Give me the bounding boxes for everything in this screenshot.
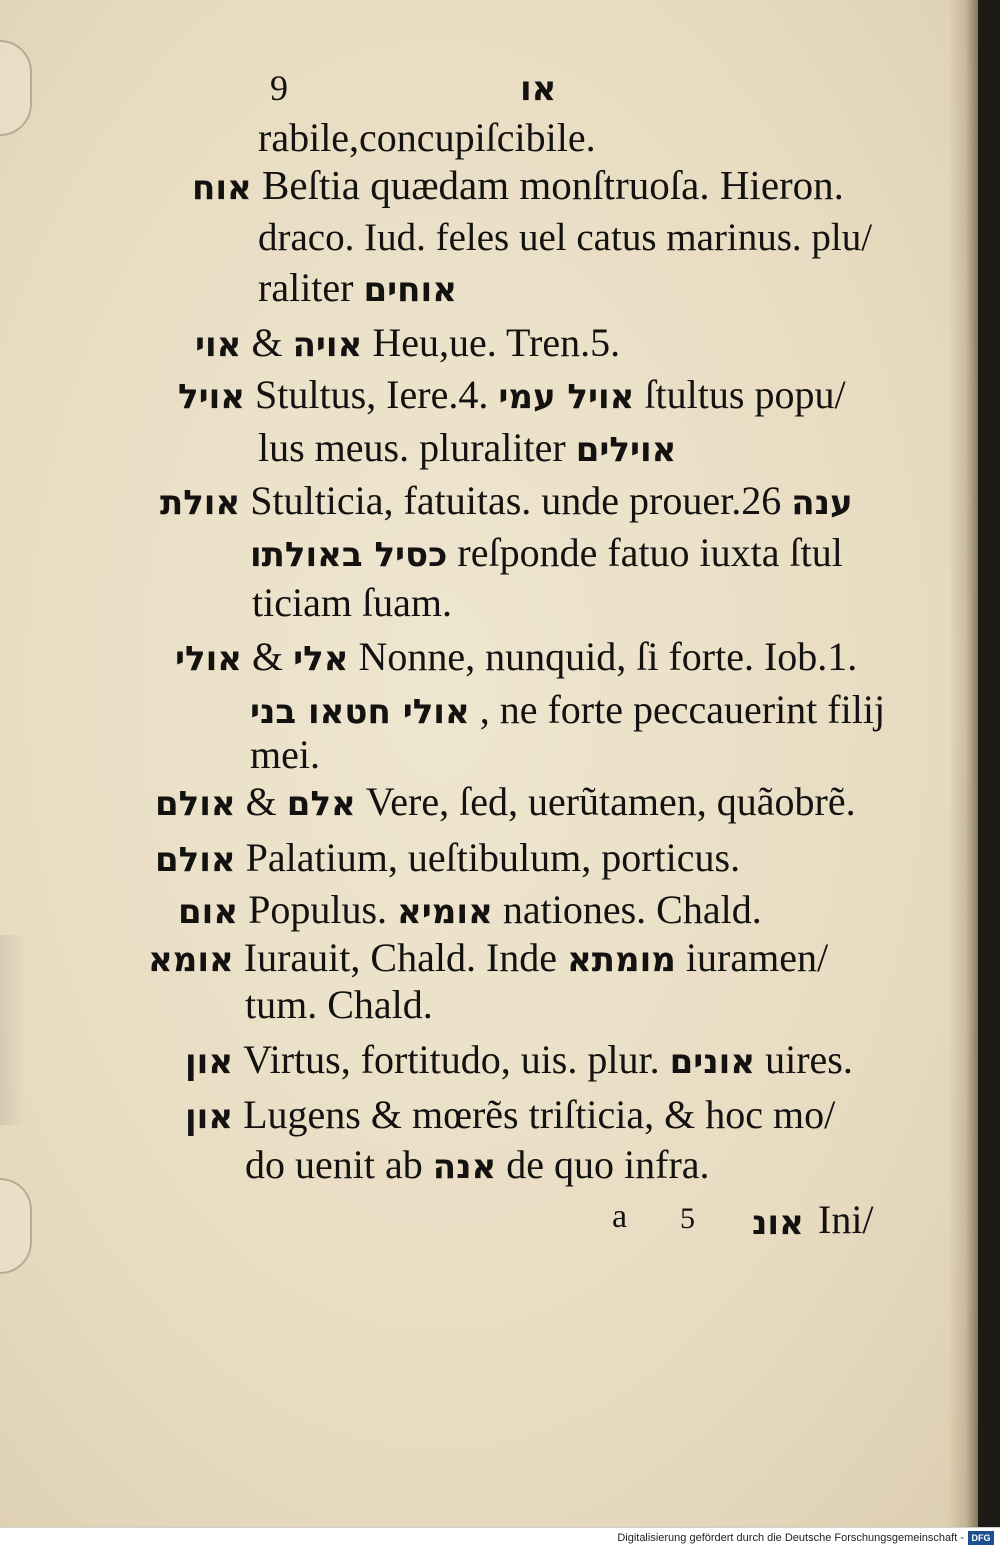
text-line bbox=[250, 732, 320, 777]
latin-text: Lugens & mœrẽs triſticia, & hoc mo/ bbox=[243, 1092, 836, 1137]
latin-text: Heu,ue. Tren.5. bbox=[372, 320, 621, 365]
latin-text: nationes. Chald. bbox=[502, 887, 762, 932]
latin-text: Vere, ſed, uerũtamen, quãobrẽ. bbox=[365, 779, 856, 824]
latin-text: ſtultus popu/ bbox=[644, 372, 846, 417]
catchword-hebrew: אונ bbox=[752, 1203, 804, 1243]
entry-line bbox=[175, 634, 858, 679]
funding-credit: Digitalisierung gefördert durch die Deutsche Forschungsgemeinschaft - bbox=[617, 1532, 964, 1544]
hebrew-word: אונים bbox=[669, 1042, 756, 1082]
latin-text: ticiam ſuam. bbox=[252, 580, 452, 625]
latin-text: Nonne, nunquid, ſi forte. Iob.1. bbox=[358, 634, 858, 679]
hebrew-headword: אולם bbox=[155, 840, 236, 880]
latin-text: & bbox=[245, 779, 277, 824]
latin-text: & bbox=[252, 634, 284, 679]
text-line bbox=[250, 530, 843, 575]
entry-line bbox=[185, 1037, 853, 1082]
entry-line bbox=[192, 162, 844, 208]
hebrew-quotation: אויל עמי bbox=[498, 377, 635, 417]
latin-text: tum. Chald. bbox=[245, 982, 433, 1027]
hebrew-headword: אולם bbox=[155, 784, 236, 824]
hebrew-word: אנה bbox=[432, 1147, 497, 1187]
page-tab-marker-bottom bbox=[0, 1178, 32, 1274]
latin-text: draco. Iud. feles uel catus marinus. plu/ bbox=[258, 216, 873, 259]
hebrew-headword: אויל bbox=[178, 377, 246, 417]
latin-text: uires. bbox=[765, 1037, 853, 1082]
page-gutter-shadow bbox=[948, 0, 978, 1527]
text-line bbox=[245, 982, 433, 1027]
latin-text: Stulticia, fatuitas. unde prouer.26 bbox=[250, 478, 782, 523]
hebrew-headword: אולת bbox=[160, 483, 241, 523]
running-head-hebrew: או bbox=[520, 69, 557, 109]
latin-text: Beſtia quædam monſtruoſa. Hieron. bbox=[262, 162, 844, 208]
dfg-logo: DFG bbox=[968, 1531, 994, 1545]
entry-line bbox=[160, 478, 853, 523]
hebrew-quotation: מומתא bbox=[567, 940, 676, 980]
digitization-footer bbox=[0, 1527, 1000, 1550]
hebrew-headword: אוי bbox=[195, 325, 242, 365]
hebrew-word: אוחים bbox=[363, 270, 457, 310]
hebrew-quotation: ענה bbox=[791, 483, 853, 523]
entry-line bbox=[178, 887, 762, 932]
text-line bbox=[245, 1142, 710, 1187]
hebrew-variant: אלם bbox=[286, 784, 356, 824]
signature-number: 5 bbox=[680, 1202, 695, 1235]
latin-text: de quo infra. bbox=[506, 1142, 710, 1187]
latin-text: Stultus, Iere.4. bbox=[255, 372, 489, 417]
text-line bbox=[258, 218, 872, 257]
latin-text: Populus. bbox=[248, 887, 388, 932]
latin-text: Iurauit, Chald. Inde bbox=[243, 935, 558, 980]
entry-line bbox=[178, 372, 846, 417]
text-line bbox=[252, 580, 452, 625]
hebrew-variant: אויה bbox=[292, 325, 363, 365]
hebrew-quotation: כסיל באולתו bbox=[250, 535, 448, 575]
hebrew-variant: אלי bbox=[293, 639, 349, 679]
latin-text: iuramen/ bbox=[685, 935, 829, 980]
page-number: 9 bbox=[270, 68, 288, 108]
hebrew-quotation: אומיא bbox=[397, 892, 493, 932]
signature-mark: a bbox=[612, 1198, 628, 1235]
entry-line bbox=[148, 935, 829, 980]
text-line bbox=[258, 265, 457, 310]
text-line bbox=[250, 687, 886, 732]
latin-text: rabile,concupiſcibile. bbox=[258, 115, 596, 160]
latin-text: reſponde fatuo iuxta ſtul bbox=[457, 530, 843, 575]
latin-text: raliter bbox=[258, 265, 354, 310]
latin-text: Palatium, ueſtibulum, porticus. bbox=[245, 835, 741, 880]
hebrew-headword: און bbox=[185, 1097, 234, 1137]
hebrew-quotation: אולי חטאו בני bbox=[250, 692, 470, 732]
text-line bbox=[258, 425, 677, 470]
text-line bbox=[258, 115, 596, 160]
hebrew-headword: אוח bbox=[192, 168, 252, 208]
latin-text: do uenit ab bbox=[245, 1142, 423, 1187]
hebrew-headword: אומא bbox=[148, 940, 234, 980]
entry-line bbox=[155, 835, 741, 880]
page-tab-marker-top bbox=[0, 40, 32, 136]
latin-text: , ne forte peccauerint filij bbox=[479, 687, 886, 732]
latin-text: Virtus, fortitudo, uis. plur. bbox=[243, 1037, 660, 1082]
latin-text: lus meus. pluraliter bbox=[258, 425, 566, 470]
hebrew-word: אוילים bbox=[575, 430, 677, 470]
hebrew-headword: אולי bbox=[175, 639, 243, 679]
entry-line bbox=[185, 1092, 836, 1137]
latin-text: mei. bbox=[250, 732, 320, 777]
entry-line bbox=[195, 320, 621, 365]
page-edge-stain bbox=[0, 935, 26, 1125]
catchword-latin: Ini/ bbox=[818, 1197, 874, 1242]
latin-text: & bbox=[251, 320, 283, 365]
hebrew-headword: און bbox=[185, 1042, 234, 1082]
entry-line bbox=[155, 779, 856, 824]
hebrew-headword: אום bbox=[178, 892, 239, 932]
